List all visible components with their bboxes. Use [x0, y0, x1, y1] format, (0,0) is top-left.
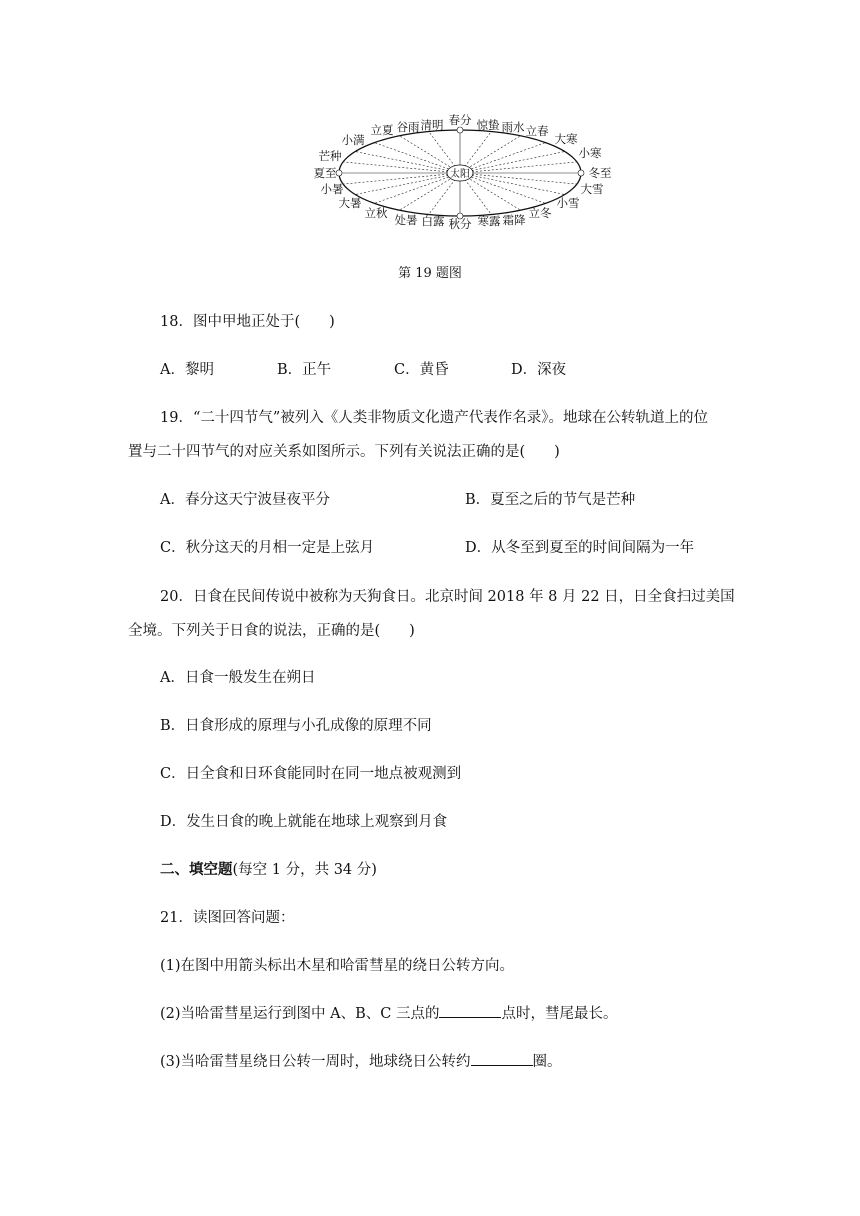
- q18-option-b: B．正午: [277, 362, 332, 378]
- solar-term-label: 谷雨: [396, 120, 420, 134]
- answer-blank[interactable]: [439, 1005, 501, 1018]
- q21-sub2-before: (2)当哈雷彗星运行到图中 A、B、C 三点的: [160, 1006, 440, 1022]
- q18-stem: 18．图中甲地正处于( ): [160, 314, 335, 330]
- q20-option-c: C．日全食和日环食能同时在同一地点被观测到: [160, 766, 462, 782]
- q21-sub2: [160, 1002, 617, 1023]
- solar-terms-orbit-diagram: [300, 100, 620, 240]
- solar-term-label: 雨水: [501, 120, 525, 134]
- solar-term-label: 小寒: [578, 146, 602, 160]
- orbit-spoke: [374, 173, 460, 203]
- orbit-spoke: [460, 173, 565, 195]
- q20-stem-line1: 20．日食在民间传说中被称为天狗食日。北京时间 2018 年 8 月 22 日，日全食扫过美国: [160, 589, 735, 605]
- solar-term-label: 立秋: [364, 206, 388, 220]
- orbit-svg: [300, 100, 620, 240]
- solar-term-label: 霜降: [502, 213, 526, 227]
- solar-term-label: 白露: [421, 214, 445, 228]
- q19-option-a: A．春分这天宁波昼夜平分: [160, 492, 330, 508]
- solar-term-label: 芒种: [318, 149, 342, 163]
- orbit-spoke: [460, 152, 565, 174]
- figure-caption: 第 19 题图: [398, 266, 462, 281]
- q18-option-d: D．深夜: [511, 362, 567, 378]
- q20-option-b: B．日食形成的原理与小孔成像的原理不同: [160, 718, 432, 734]
- q21-sub2-after: 点时，彗尾最长。: [501, 1006, 618, 1022]
- q20-option-a: A．日食一般发生在朔日: [160, 670, 316, 686]
- solar-term-label: 夏至: [313, 166, 337, 180]
- orbit-spoke: [343, 162, 460, 173]
- orbit-spoke: [355, 173, 460, 195]
- solar-term-label: 秋分: [448, 217, 472, 231]
- orbit-spoke: [460, 162, 577, 173]
- orbit-spoke: [460, 143, 546, 173]
- q21-sub1: (1)在图中用箭头标出木星和哈雷彗星的绕日公转方向。: [160, 958, 515, 974]
- solar-term-label: 立夏: [370, 123, 394, 137]
- q19-stem-line2: 置与二十四节气的对应关系如图所示。下列有关说法正确的是( ): [128, 444, 560, 460]
- q21-sub3: [160, 1050, 562, 1071]
- sun-label: 太阳: [450, 169, 470, 180]
- q21-sub3-after: 圈。: [532, 1054, 562, 1070]
- q19-option-c: C．秋分这天的月相一定是上弦月: [160, 540, 375, 556]
- q19-stem-line1: 19．“二十四节气”被列入《人类非物质文化遗产代表作名录》。地球在公转轨道上的位: [160, 410, 709, 426]
- solar-term-label: 春分: [448, 113, 472, 127]
- solar-term-label: 小暑: [320, 182, 344, 196]
- solar-term-label: 处暑: [394, 213, 418, 227]
- orbit-spoke: [460, 173, 577, 184]
- section-heading: [160, 858, 377, 879]
- orbit-spoke: [343, 173, 460, 184]
- solar-term-label: 小雪: [556, 196, 580, 210]
- solar-term-label: 大暑: [338, 196, 362, 210]
- q19-option-d: D．从冬至到夏至的时间间隔为一年: [465, 540, 695, 556]
- solar-term-label: 惊蛰: [476, 118, 500, 132]
- q18-option-a: A．黎明: [160, 362, 214, 378]
- q21-sub3-before: (3)当哈雷彗星绕日公转一周时，地球绕日公转约: [160, 1054, 471, 1070]
- solar-term-label: 立冬: [528, 206, 552, 220]
- solar-term-label: 清明: [420, 118, 444, 132]
- q21-stem: 21．读图回答问题：: [160, 910, 295, 926]
- section-note: (每空 1 分，共 34 分): [232, 862, 377, 878]
- earth-position-marker: [336, 170, 342, 176]
- earth-position-marker: [578, 170, 584, 176]
- earth-position-marker: [457, 127, 463, 133]
- q19-option-b: B．夏至之后的节气是芒种: [465, 492, 636, 508]
- orbit-spoke: [374, 143, 460, 173]
- solar-term-label: 寒露: [477, 214, 501, 228]
- section-title: 二、填空题: [160, 861, 233, 878]
- solar-term-label: 冬至: [588, 166, 612, 180]
- solar-term-label: 立春: [525, 124, 549, 138]
- solar-term-label: 大雪: [580, 182, 604, 196]
- q18-option-c: C．黄昏: [394, 362, 449, 378]
- q20-stem-line2: 全境。下列关于日食的说法，正确的是( ): [128, 623, 415, 639]
- solar-term-label: 小满: [341, 133, 365, 147]
- orbit-spoke: [355, 152, 460, 174]
- solar-term-label: 大寒: [554, 132, 578, 146]
- orbit-spoke: [460, 173, 546, 203]
- q20-option-d: D．发生日食的晚上就能在地球上观察到月食: [160, 814, 448, 830]
- answer-blank[interactable]: [471, 1053, 533, 1066]
